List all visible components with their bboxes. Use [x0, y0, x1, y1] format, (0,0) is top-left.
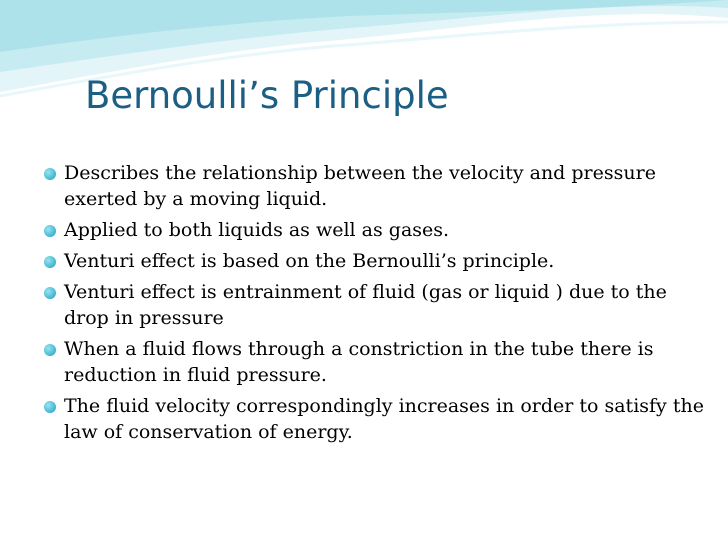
- bullet-item: [44, 336, 714, 388]
- bullet-item: [44, 248, 714, 274]
- bullet-text: Venturi effect is entrainment of fluid (gas or liquid ) due to the drop in pressure: [64, 281, 667, 329]
- bullet-item: [44, 217, 714, 243]
- bullet-text: Describes the relationship between the velocity and pressure exerted by a moving liquid.: [64, 162, 656, 210]
- bullet-item: [44, 160, 714, 212]
- bullet-text: Applied to both liquids as well as gases.: [64, 219, 450, 241]
- bullet-item: [44, 393, 714, 445]
- bullet-item: [44, 279, 714, 331]
- slide-title: Bernoulli’s Principle: [85, 74, 449, 117]
- bullet-dot-icon: [44, 225, 56, 237]
- bullet-dot-icon: [44, 344, 56, 356]
- bullet-dot-icon: [44, 401, 56, 413]
- bullet-list: [44, 160, 714, 450]
- bullet-dot-icon: [44, 168, 56, 180]
- bullet-text: Venturi effect is based on the Bernoulli’s principle.: [64, 250, 555, 272]
- bullet-dot-icon: [44, 256, 56, 268]
- bullet-text: When a fluid flows through a constriction in the tube there is reduction in fluid pressure.: [64, 338, 654, 386]
- bullet-dot-icon: [44, 287, 56, 299]
- bullet-text: The fluid velocity correspondingly increases in order to satisfy the law of conservation of energy.: [64, 395, 704, 443]
